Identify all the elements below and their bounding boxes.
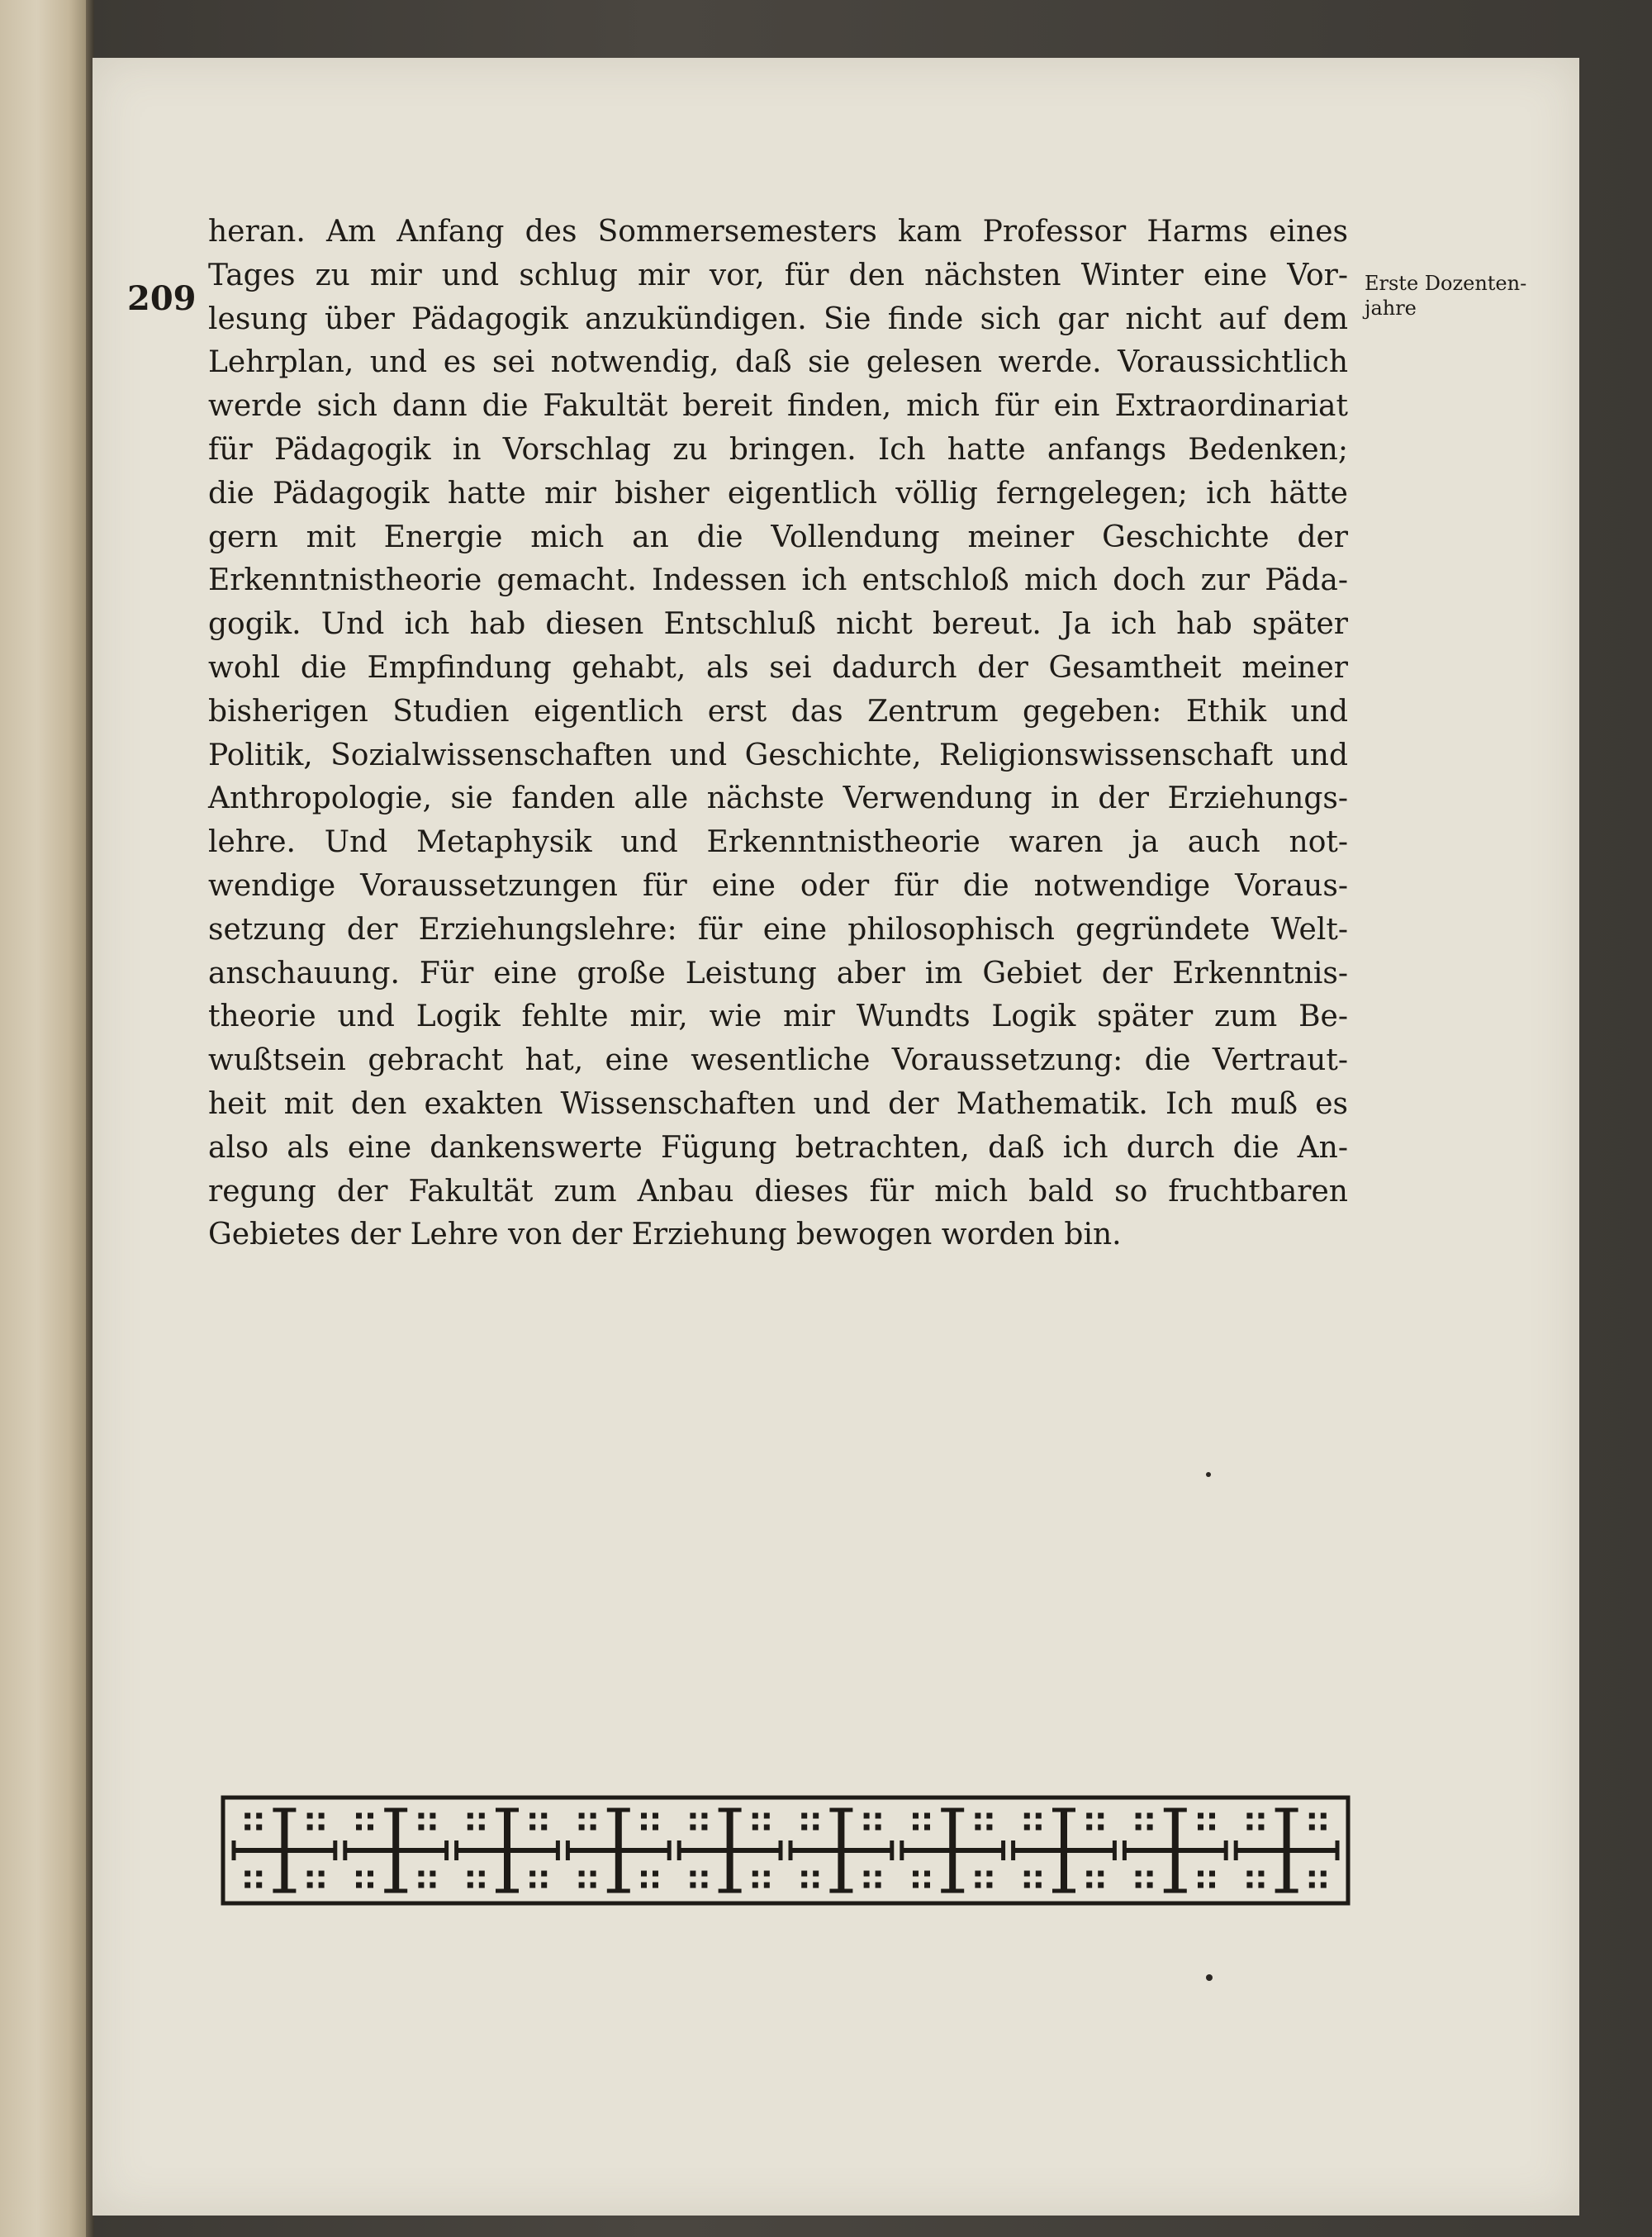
text-line: Politik, Sozialwissenschaften und Geschichte, Religionswissenschaft und	[208, 738, 1348, 772]
ornament-cross	[455, 1808, 560, 1893]
ornament-cross	[677, 1808, 782, 1893]
text-line: die Pädagogik hatte mir bisher eigentlich völlig ferngelegen; ich hätte	[208, 476, 1348, 511]
text-line: lesung über Pädagogik anzukündigen. Sie finde sich gar nicht auf dem	[208, 302, 1348, 336]
text-line: heran. Am Anfang des Sommersemesters kam Professor Harms eines	[208, 215, 1348, 249]
binding-strip	[0, 0, 93, 2237]
text-line: Erkenntnistheorie gemacht. Indessen ich entschloß mich doch zur Päda-	[208, 563, 1348, 598]
text-line: gern mit Energie mich an die Vollendung meiner Geschichte der	[208, 520, 1348, 554]
text-line: Gebietes der Lehre von der Erziehung bewogen worden bin.	[208, 1218, 1122, 1252]
book-page	[93, 58, 1579, 2216]
text-line: lehre. Und Metaphysik und Erkenntnistheorie waren ja auch not-	[208, 825, 1348, 860]
marginal-note-line-1: Erste Dozenten-	[1365, 272, 1527, 295]
text-line: heit mit den exakten Wissenschaften und der Mathematik. Ich muß es	[208, 1086, 1348, 1121]
text-line: werde sich dann die Fakultät bereit finden, mich für ein Extraordinariat	[208, 389, 1348, 424]
text-line: anschauung. Für eine große Leistung aber im Gebiet der Erkenntnis-	[208, 956, 1348, 990]
ornament-cross	[1012, 1808, 1117, 1893]
text-line: wohl die Empfindung gehabt, als sei dadurch der Gesamtheit meiner	[208, 650, 1348, 685]
ornament-cross	[344, 1808, 449, 1893]
text-line: Anthropologie, sie fanden alle nächste Verwendung in der Erziehungs-	[208, 781, 1348, 816]
ink-speck	[1206, 1974, 1213, 1981]
text-line: für Pädagogik in Vorschlag zu bringen. Ich hatte anfangs Bedenken;	[208, 432, 1348, 467]
ornament-cross	[900, 1808, 1005, 1893]
text-line: bisherigen Studien eigentlich erst das Zentrum gegeben: Ethik und	[208, 694, 1348, 729]
ornament-cross	[232, 1808, 337, 1893]
ornament-cross	[1234, 1808, 1339, 1893]
ornament-cross	[566, 1808, 671, 1893]
text-line: setzung der Erziehungslehre: für eine philosophisch gegründete Welt-	[208, 912, 1348, 947]
body-text	[208, 211, 1348, 1257]
text-line: theorie und Logik fehlte mir, wie mir Wundts Logik später zum Be-	[208, 1000, 1348, 1034]
text-line: regung der Fakultät zum Anbau dieses für mich bald so fruchtbaren	[208, 1174, 1348, 1209]
ornament-cross	[789, 1808, 894, 1893]
text-line: gogik. Und ich hab diesen Entschluß nicht bereut. Ja ich hab später	[208, 607, 1348, 642]
text-line: Tages zu mir und schlug mir vor, für den nächsten Winter eine Vor-	[208, 258, 1348, 292]
text-line: wendige Voraussetzungen für eine oder für die notwendige Voraus-	[208, 868, 1348, 903]
ornament-cross	[1123, 1808, 1227, 1893]
text-line: wußtsein gebracht hat, eine wesentliche Voraussetzung: die Vertraut-	[208, 1043, 1348, 1078]
marginal-note	[1365, 271, 1579, 321]
page-number: 209	[127, 279, 197, 318]
ink-speck	[1206, 1472, 1211, 1477]
marginal-note-line-2: jahre	[1365, 297, 1417, 320]
text-line: also als eine dankenswerte Fügung betrachten, daß ich durch die An-	[208, 1130, 1348, 1165]
decorative-border-ornament	[221, 1795, 1351, 1906]
text-line: Lehrplan, und es sei notwendig, daß sie gelesen werde. Voraussichtlich	[208, 345, 1348, 380]
